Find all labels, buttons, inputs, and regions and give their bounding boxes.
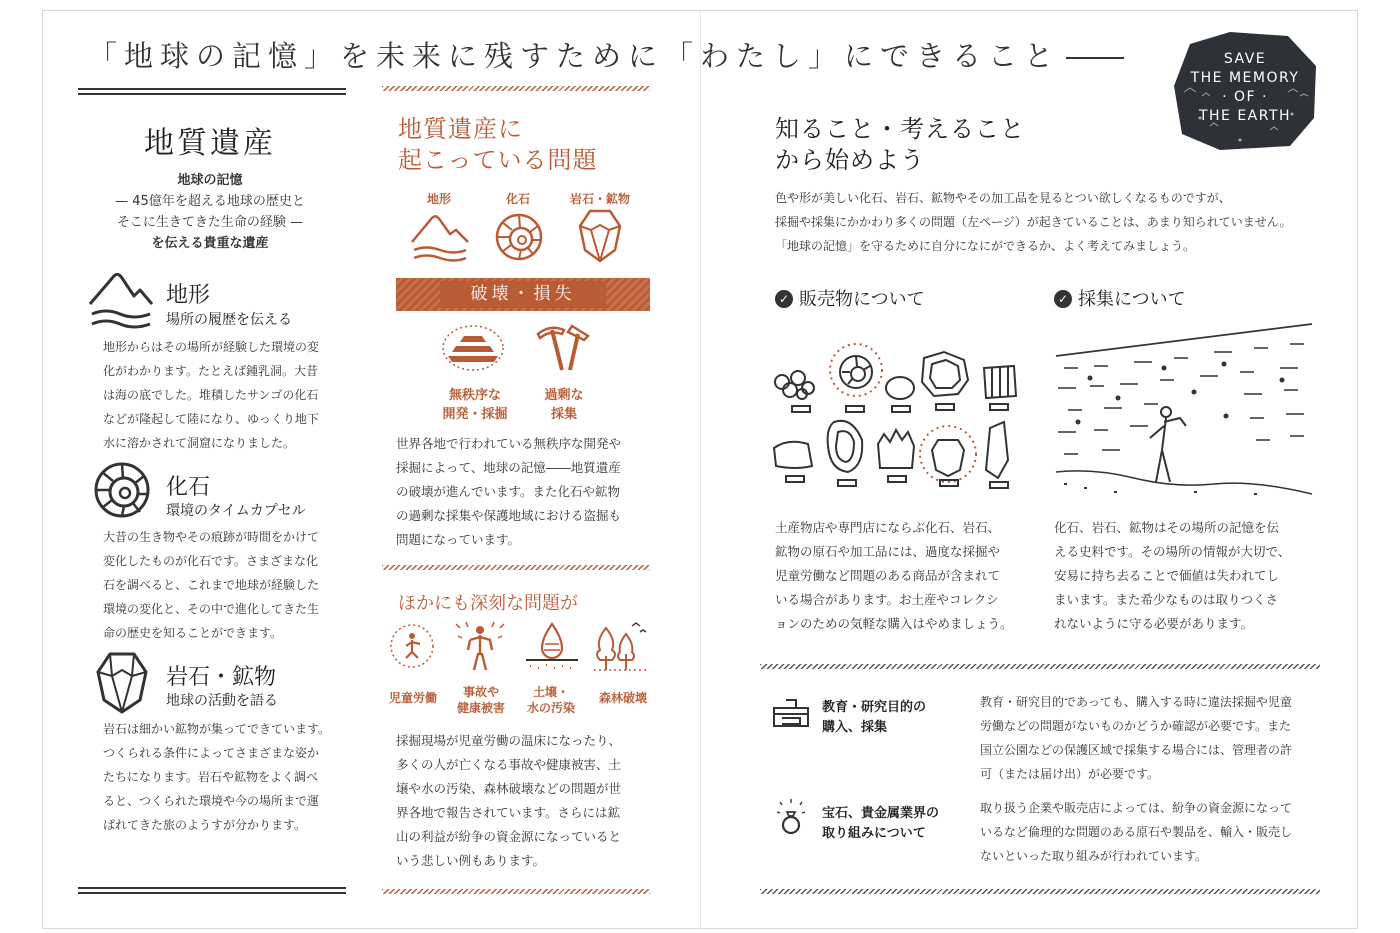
- education-research-body: 教育・研究目的であっても、購入する時に違法採掘や児童 労働などの問題がないものかどうか確認が必要です。また 国立公園などの保護区域で採集する場合には、管理者の許 可（または届け出）が必要です。: [980, 695, 1293, 781]
- jewelry-industry-title: 宝石、貴金属業界の 取り組みについて: [822, 806, 940, 841]
- icon-label-fossil: 化石: [505, 192, 530, 206]
- landform-icon: [88, 270, 154, 330]
- bottom-double-rule: [78, 887, 346, 894]
- top-double-rule: [78, 88, 346, 95]
- soil-water-drop-icon: [524, 620, 580, 672]
- problem-soil-water: 土壌・ 水の汚染: [526, 685, 575, 715]
- crystal-mineral-icon: [578, 208, 622, 264]
- contour-mound-icon: [440, 322, 506, 374]
- education-research-title: 教育・研究目的の 購入、採集: [822, 700, 927, 735]
- collect-heading: ✓ 採集について: [1054, 285, 1186, 311]
- problem-child-labor: 児童労働: [388, 691, 437, 705]
- know-think-title: 知ること・考えること から始めよう: [775, 115, 1025, 174]
- cause-label-overcollecting: 過剰な 採集: [544, 388, 584, 422]
- fossil-body: 大昔の生き物やその痕跡が時間をかけて 変化したものが化石です。さまざまな化 石を調べると、これまで地球が経験した 環境の変化と、その中で進化してきた生 命の歴史を知ることができます。: [103, 530, 320, 640]
- crystal-mineral-icon: [96, 650, 148, 716]
- other-problems-body: 採掘現場が児童労働の温床になったり、 多くの人が亡くなる事故や健康被害、土 壌や水の汚染、森林破壊などの問題が世 界各地で報告されています。さらには鉱 山の利益が紛争の資金源になっていると いう悲しい例もあります。: [396, 733, 622, 868]
- rock-mineral-title: 岩石・鉱物: [166, 665, 277, 690]
- fossil-title: 化石: [166, 475, 211, 500]
- col2-mid-hatch: [382, 565, 650, 570]
- other-problems-title: ほかにも深刻な問題が: [398, 593, 578, 614]
- jewelry-industry-body: 取り扱う企業や販売店によっては、紛争の資金源になって いるなど倫理的な問題のある原石や製品を、輸入・販売し ないといった取り組みが行われています。: [980, 801, 1293, 863]
- col2-bottom-hatch: [382, 889, 650, 894]
- ammonite-fossil-icon: [92, 460, 152, 520]
- icon-label-landform: 地形: [426, 192, 451, 206]
- col3-bottom-hatch: [760, 889, 1320, 894]
- problems-body: 世界各地で行われている無秩序な開発や 採掘によって、地球の記憶――地質遺産 の破壊が進んでいます。また化石や鉱物 の過剰な採集や保護地域における盗掘も 問題になっています。: [396, 436, 622, 547]
- child-labor-icon: [386, 622, 438, 670]
- check-icon: ✓: [1054, 290, 1072, 308]
- problem-deforestation: 森林破壊: [598, 691, 647, 705]
- rock-mineral-body: 岩石は細かい鉱物が集ってできています。 つくられる条件によってさまざまな姿か たちになります。岩石や鉱物をよく調べ ると、つくられた環境や今の場所まで運 ばれてきた旅のようすが分かります。: [103, 722, 331, 832]
- collect-body: 化石、岩石、鉱物はその場所の記憶を伝 える史料です。その場所の情報が大切で、 安易に持ち去ることで価値は失われてし まいます。また希少なものは取りつくさ れないように守る必要があります。: [1054, 520, 1291, 631]
- ring-icon: [774, 798, 808, 838]
- icon-label-mineral: 岩石・鉱物: [569, 192, 630, 206]
- landform-subtitle: 場所の履歴を伝える: [166, 312, 292, 328]
- specimen-display-illustration: [768, 330, 1030, 498]
- check-icon: ✓: [775, 290, 793, 308]
- ammonite-fossil-icon: [494, 212, 544, 262]
- cause-label-development: 無秩序な 開発・採掘: [442, 388, 508, 422]
- rock-mineral-subtitle: 地球の活動を語る: [166, 693, 278, 709]
- fossil-subtitle: 環境のタイムカプセル: [166, 503, 306, 519]
- geo-heritage-title: 地質遺産: [144, 126, 276, 161]
- sales-heading: ✓ 販売物について: [775, 285, 925, 311]
- museum-icon: [772, 696, 810, 732]
- accident-person-icon: [452, 620, 508, 672]
- badge-text: SAVE THE MEMORY · OF · THE EARTH: [1190, 51, 1300, 124]
- problems-title: 地質遺産に 起こっている問題: [398, 115, 598, 174]
- landform-title: 地形: [166, 283, 211, 308]
- know-think-intro: 色や形が美しい化石、岩石、鉱物やその加工品を見るとつい欲しくなるものですが、 採掘や採集にかかわり多くの問題（左ページ）が起きていることは、あまり知られていません。 「地球の記憶」を守るために自分になにができるか、よく考えてみましょう。: [775, 191, 1292, 253]
- geo-heritage-subtitle: 地球の記憶 — 45億年を超える地球の歴史と そこに生きてきた生命の経験 — を伝える貴重な遺産: [115, 173, 305, 251]
- page-spine: [700, 10, 701, 929]
- col3-mid-hatch: [760, 664, 1320, 669]
- sales-body: 土産物店や専門店にならぶ化石、岩石、 鉱物の原石や加工品には、過度な採掘や 児童労働など問題のある商品が含まれて いる場合があります。お土産やコレクシ ョンのための気軽な購入はやめましょう。: [775, 520, 1013, 631]
- main-title: 「地球の記憶」を未来に残すために「わたし」にできること: [88, 34, 1124, 75]
- col2-top-hatch: [382, 86, 650, 91]
- problem-accident-health: 事故や 健康被害: [456, 685, 505, 715]
- landform-body: 地形からはその場所が経験した環境の変 化がわかります。たとえば鍾乳洞。大昔 は海の底でした。堆積したサンゴの化石 などが隆起して陸になり、ゆっくり地下 水に溶かされて洞窟になりました。: [103, 340, 320, 450]
- pickaxe-icon: [532, 322, 594, 374]
- forest-icon: [592, 620, 650, 672]
- destruction-banner-text: 破壊・損失: [440, 281, 606, 308]
- rock-wall-collecting-illustration: [1054, 322, 1316, 498]
- landform-icon: [410, 212, 470, 262]
